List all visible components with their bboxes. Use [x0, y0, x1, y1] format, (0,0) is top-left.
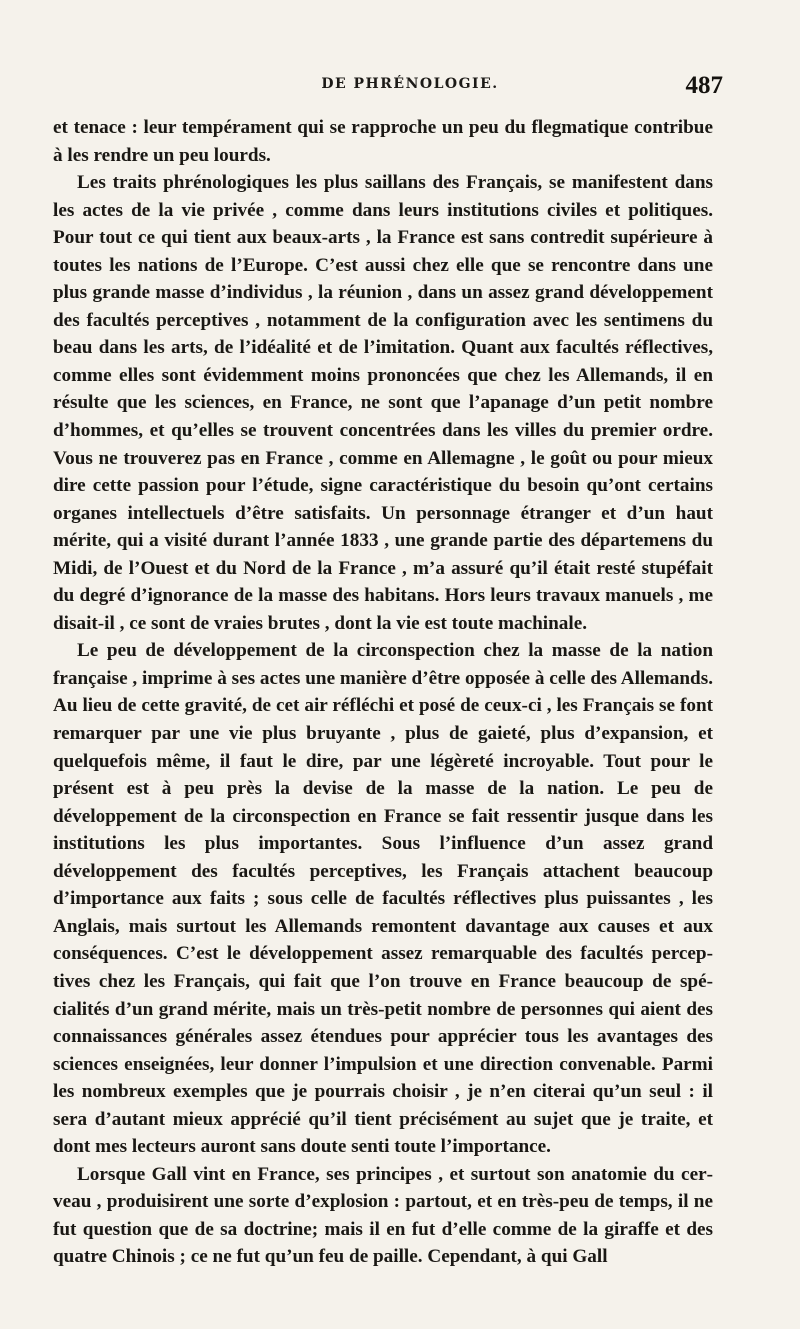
running-head	[0, 72, 800, 102]
page-number: 487	[685, 72, 723, 99]
running-title: DE PHRÉNOLOGIE.	[321, 76, 499, 92]
paragraph-continuation: et tenace : leur tempérament qui se rapproche un peu du flegmatique contribue à les rendre un peu lourds.	[53, 117, 713, 166]
body-text	[53, 114, 713, 1271]
paragraph-circumspection: Le peu de développement de la circonspection chez la masse de la nation française , imprime à ses actes une manière d’être opposée à celle des Allemands. Au lieu de cette gravité, de cet air réfléchi et posé de ceux-ci , les Français se font remarquer par une vie plus bruyante , plus de gaieté, plus d’expansion, et quelquefois même, il faut le dire, par une légèreté incroyable. Tout pour le présent est à peu près la devise de la masse de la nation. Le peu de développement de la circonspection en France se fait ressentir jusque dans les institutions les plus importantes. Sous l’influence d’un assez grand développement des facultés perceptives, les Français attachent beaucoup d’importance aux faits ; sous celle de facultés réflectives plus puissantes , les Anglais, mais surtout les Allemands remontent davantage aux causes et aux conséquences. C’est le développement assez remarquable des facultés perceptives chez les Français, qui fait que l’on trouve en France beaucoup de spécialités d’un grand mérite, mais un très-petit nombre de personnes qui aient des connaissances générales assez étendues pour apprécier tous les avantages des sciences enseignées, leur donner l’impulsion et une direction convenable. Parmi les nombreux exemples que je pourrais choisir , je n’en citerai qu’un seul : il sera d’autant mieux apprécié qu’il tient précisément au sujet que je traite, et dont mes lecteurs auront sans doute senti toute l’importance.	[53, 640, 713, 1158]
paragraph-phrenological-traits: Les traits phrénologiques les plus saillans des Français, se manifestent dans les actes de la vie privée , comme dans leurs institutions civiles et politiques. Pour tout ce qui tient aux beaux-arts , la France est sans contredit supérieure à toutes les nations de l’Europe. C’est aussi chez elle que se rencontre dans une plus grande masse d’individus , la réunion , dans un assez grand développement des facultés perceptives , notamment de la configuration avec les sentimens du beau dans les arts, de l’idéalité et de l’imitation. Quant aux facultés réflectives, comme elles sont évidemment moins prononcées que chez les Allemands, il en résulte que les sciences, en France, ne sont que l’apanage d’un petit nombre d’hommes, et qu’elles se trouvent concentrées dans les villes du premier ordre. Vous ne trouverez pas en France , comme en Allemagne , le goût ou pour mieux dire cette passion pour l’étude, signe caractéristique du besoin qu’ont certains organes intellectuels d’être satisfaits. Un personnage étranger et d’un haut mérite, qui a visité durant l’année 1833 , une grande partie des départemens du Midi, de l’Ouest et du Nord de la France , m’a assuré qu’il était resté stupéfait du degré d’ignorance de la masse des habitans. Hors leurs travaux manuels , me disait-il , ce sont de vraies brutes , dont la vie est toute machinale.	[53, 172, 713, 634]
paragraph-gall-in-france: Lorsque Gall vint en France, ses principes , et surtout son anatomie du cerveau , produisirent une sorte d’explosion : partout, et en très-peu de temps, il ne fut question que de sa doctrine; mais il en fut d’elle comme de la giraffe et des quatre Chinois ; ce ne fut qu’un feu de paille. Cependant, à qui Gall	[53, 1163, 713, 1268]
